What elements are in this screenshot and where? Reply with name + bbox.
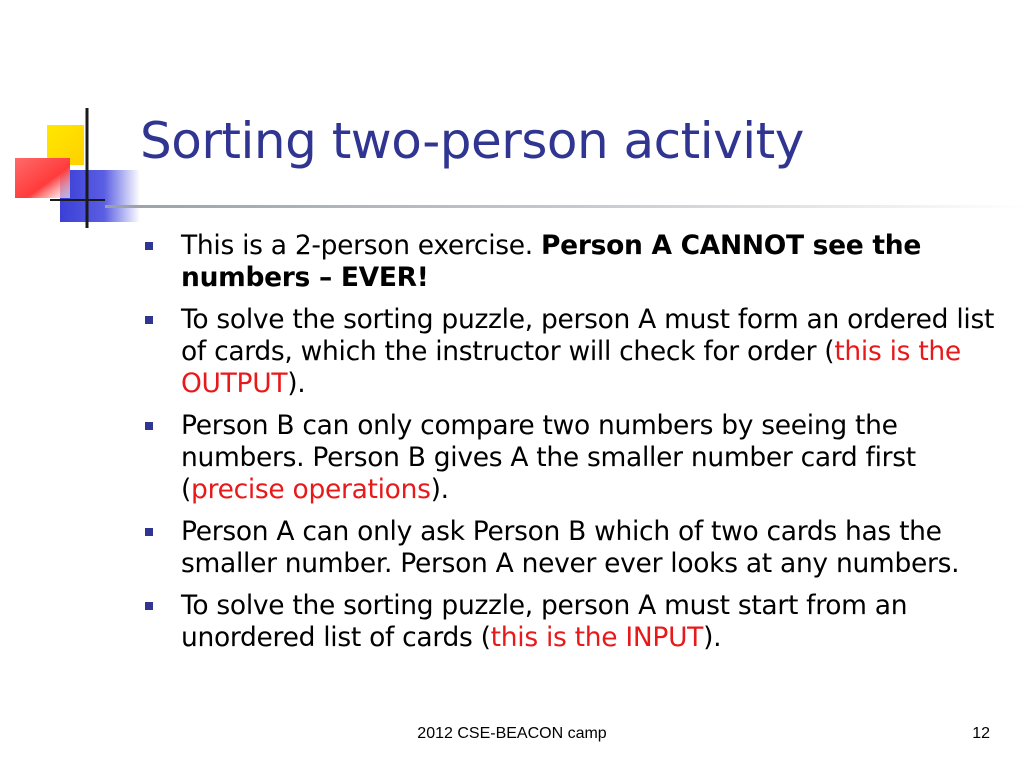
- slide-title: Sorting two-person activity: [140, 112, 804, 170]
- bullet-emphasis-red: precise operations: [191, 474, 431, 505]
- bullet-emphasis-bold: Person A CANNOT see the numbers – EVER!: [181, 230, 921, 293]
- bullet-text: ).: [430, 474, 449, 505]
- bullet-item: [145, 590, 1005, 654]
- bullet-marker-icon: [145, 242, 153, 250]
- bullet-emphasis-red: this is the INPUT: [490, 622, 704, 653]
- bullet-marker-icon: [145, 528, 153, 536]
- red-square: [15, 158, 70, 198]
- bullet-marker-icon: [145, 602, 153, 610]
- bullet-text: Person A can only ask Person B which of two cards has the smaller number. Person A never ever looks at any numbers.: [181, 516, 960, 579]
- bullet-text: Person B can only compare two numbers by seeing the numbers. Person B gives A the smaller number card first (: [181, 410, 916, 505]
- footer-text: 2012 CSE-BEACON camp: [417, 725, 607, 742]
- bullet-marker-icon: [145, 316, 153, 324]
- bullet-emphasis-red: this is the OUTPUT: [181, 336, 961, 399]
- bullet-list: [145, 230, 1005, 664]
- bullet-text: ).: [703, 622, 722, 653]
- bullet-text: This is a 2-person exercise.: [181, 230, 542, 261]
- blue-square: [60, 170, 140, 222]
- bullet-item: [145, 230, 1005, 294]
- bullet-item: [145, 304, 1005, 400]
- decorative-squares: [0, 0, 140, 240]
- bullet-text: ).: [287, 368, 306, 399]
- bullet-text: To solve the sorting puzzle, person A must start from an unordered list of cards (: [181, 590, 908, 653]
- title-divider: [105, 205, 1024, 208]
- bullet-text: To solve the sorting puzzle, person A must form an ordered list of cards, which the instructor will check for order (: [181, 304, 995, 367]
- slide-number: 12: [972, 725, 990, 742]
- bullet-item: [145, 410, 1005, 506]
- bullet-item: [145, 516, 1005, 580]
- bullet-marker-icon: [145, 422, 153, 430]
